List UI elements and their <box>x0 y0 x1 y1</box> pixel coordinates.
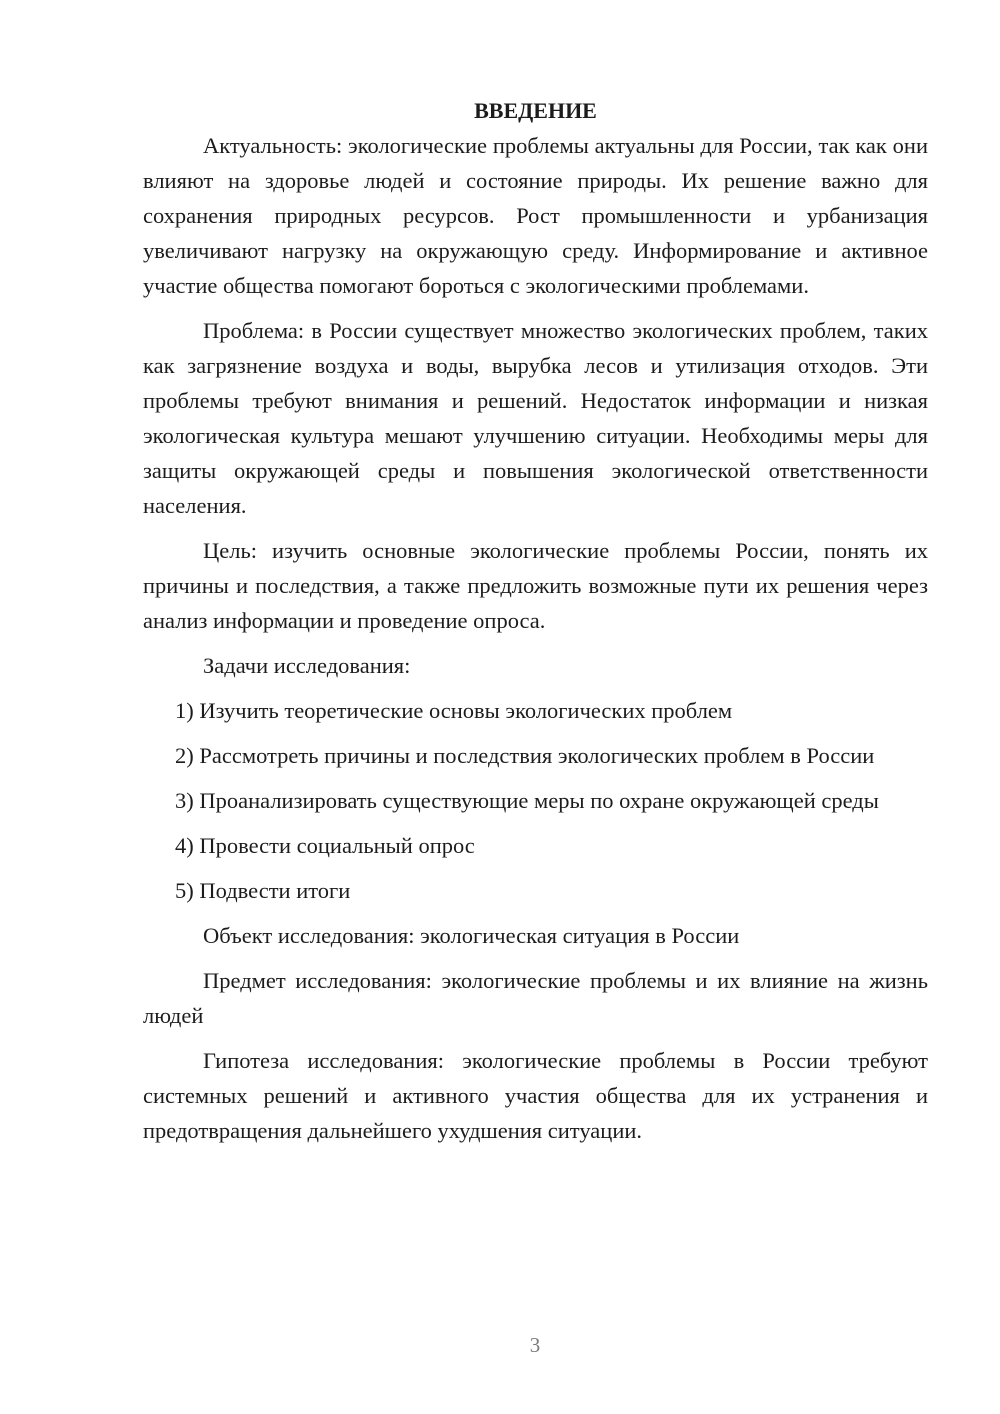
page-content <box>143 93 928 1158</box>
paragraph-goal: Цель: изучить основные экологические проблемы России, понять их причины и последствия, а также предложить возможные пути их решения через анализ информации и проведение опроса. <box>143 538 928 633</box>
task-item-1: 1) Изучить теоретические основы экологических проблем <box>175 698 733 723</box>
page-number: 3 <box>529 1333 541 1357</box>
paragraph-hypothesis: Гипотеза исследования: экологические проблемы в России требуют системных решений и активного участия общества для их устранения и предотвращения дальнейшего ухудшения ситуации. <box>143 1048 928 1143</box>
paragraph-relevance: Актуальность: экологические проблемы актуальны для России, так как они влияют на здоровье людей и состояние природы. Их решение важно для сохранения природных ресурсов. Рост промышленности и урбанизация увеличивают нагрузку на окружающую среду. Информирование и активное участие общества помогают бороться с экологическими проблемами. <box>143 133 928 298</box>
paragraph-subject: Предмет исследования: экологические проблемы и их влияние на жизнь людей <box>143 968 928 1028</box>
paragraph-object: Объект исследования: экологическая ситуация в России <box>203 923 740 948</box>
task-item-5: 5) Подвести итоги <box>175 878 351 903</box>
task-item-2: 2) Рассмотреть причины и последствия экологических проблем в России <box>175 743 875 768</box>
section-title: ВВЕДЕНИЕ <box>474 98 597 123</box>
task-item-3: 3) Проанализировать существующие меры по охране окружающей среды <box>175 788 879 813</box>
tasks-heading: Задачи исследования: <box>203 653 411 678</box>
paragraph-problem: Проблема: в России существует множество экологических проблем, таких как загрязнение воздуха и воды, вырубка лесов и утилизация отходов. Эти проблемы требуют внимания и решений. Недостаток информации и низкая экологическая культура мешают улучшению ситуации. Необходимы меры для защиты окружающей среды и повышения экологической ответственности населения. <box>143 318 928 518</box>
task-item-4: 4) Провести социальный опрос <box>175 833 475 858</box>
